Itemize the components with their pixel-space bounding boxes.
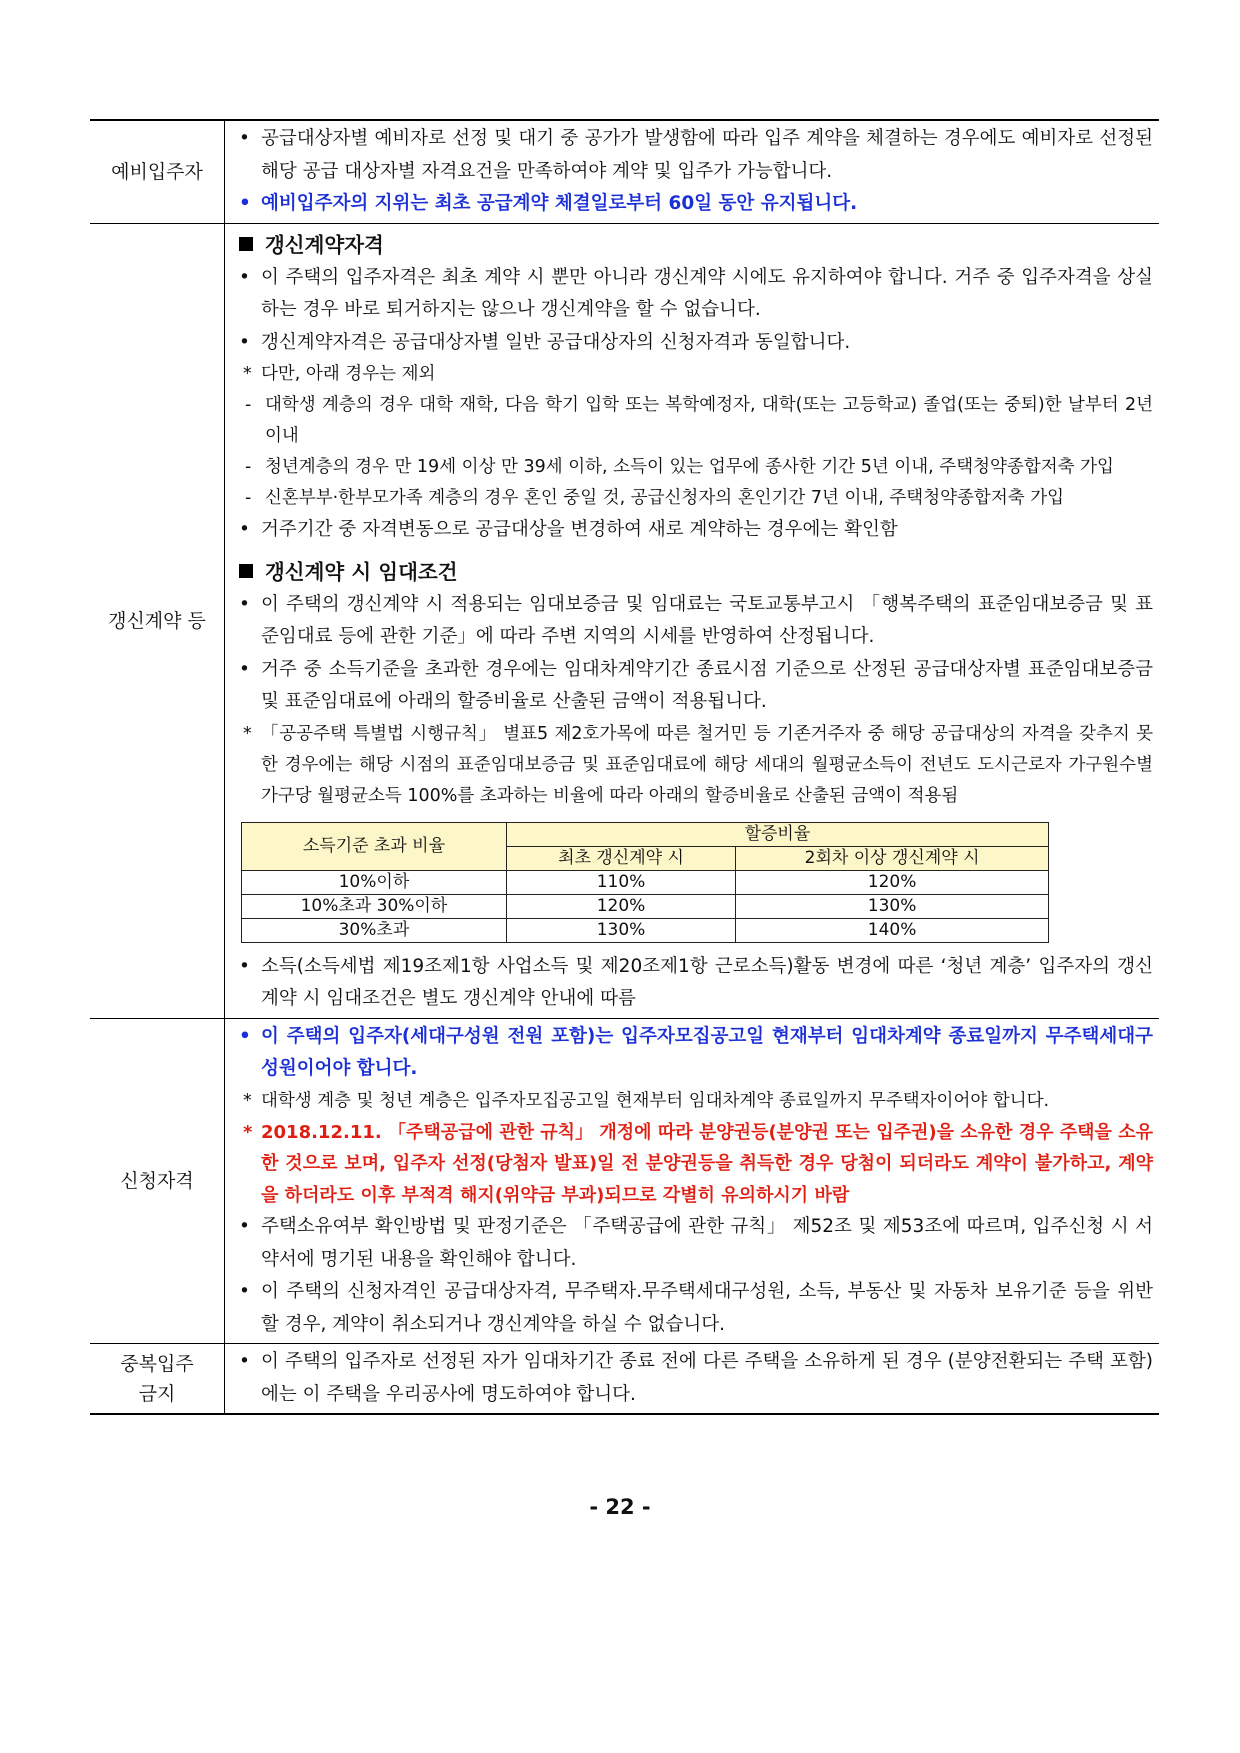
cell-second: 130%	[736, 894, 1049, 918]
bullet-item: • 주택소유여부 확인방법 및 판정기준은 「주택공급에 관한 규칙」 제52조 및 제53조에 따르며, 입주신청 시 서약서에 명기된 내용을 확인해야 합니다.	[235, 1211, 1153, 1276]
bullet-item: • 이 주택의 갱신계약 시 적용되는 임대보증금 및 임대료는 국토교통부고시 「행복주택의 표준임대보증금 및 표준임대료 등에 관한 기준」에 따라 주변 지역의 시세를 반영하여 산정됩니다.	[235, 589, 1153, 654]
cell-ratio: 30%초과	[242, 918, 507, 942]
label-line: 금지	[138, 1382, 176, 1405]
bullet-item-highlight: • 이 주택의 입주자(세대구성원 전원 포함)는 입주자모집공고일 현재부터 임대차계약 종료일까지 무주택세대구성원이어야 합니다.	[235, 1021, 1153, 1086]
cell-ratio: 10%초과 30%이하	[242, 894, 507, 918]
cell-first: 130%	[506, 918, 735, 942]
warning-note: * 2018.12.11. 「주택공급에 관한 규칙」 개정에 따라 분양권등(분양권 또는 입주권)을 소유한 경우 주택을 소유한 것으로 보며, 입주자 선정(당첨자 발표)일 전 분양권등을 취득한 경우 당첨이 되더라도 계약이 불가하고, 계약을 하더라도 이후 부적격 해지(위약금 부과)되므로 각별히 유의하시기 바람	[235, 1117, 1153, 1212]
bullet-item: • 거주 중 소득기준을 초과한 경우에는 임대차계약기간 종료시점 기준으로 산정된 공급대상자별 표준임대보증금 및 표준임대료에 아래의 할증비율로 산출된 금액이 적용됩니다.	[235, 654, 1153, 719]
content-renewal	[225, 223, 1160, 1018]
surcharge-rate-table	[241, 822, 1049, 943]
cell-second: 140%	[736, 918, 1049, 942]
section-heading	[235, 228, 1153, 262]
square-bullet-icon	[239, 564, 253, 578]
label-line: 중복입주	[120, 1352, 194, 1375]
label-eligibility: 신청자격	[90, 1018, 225, 1344]
bullet-item: • 거주기간 중 자격변동으로 공급대상을 변경하여 새로 계약하는 경우에는 확인함	[235, 514, 1153, 547]
rate-header-row	[242, 822, 1049, 846]
bullet-item-highlight: • 예비입주자의 지위는 최초 공급계약 체결일로부터 60일 동안 유지됩니다.	[235, 188, 1153, 221]
cell-second: 120%	[736, 870, 1049, 894]
table-row	[242, 918, 1049, 942]
cell-first: 110%	[506, 870, 735, 894]
label-waitlist: 예비입주자	[90, 120, 225, 223]
header-second-renewal: 2회차 이상 갱신계약 시	[736, 846, 1049, 870]
dash-item: - 대학생 계층의 경우 대학 재학, 다음 학기 입학 또는 복학예정자, 대학(또는 고등학교) 졸업(또는 중퇴)한 날부터 2년 이내	[235, 390, 1153, 452]
content-duplicate-residence	[225, 1344, 1160, 1415]
dash-item: - 청년계층의 경우 만 19세 이상 만 39세 이하, 소득이 있는 업무에 종사한 기간 5년 이내, 주택청약종합저축 가입	[235, 452, 1153, 483]
table-row	[242, 894, 1049, 918]
section-title: 갱신계약자격	[265, 232, 384, 257]
content-waitlist	[225, 120, 1160, 223]
bullet-item: • 소득(소득세법 제19조제1항 사업소득 및 제20조제1항 근로소득)활동 변경에 따른 ‘청년 계층’ 입주자의 갱신계약 시 임대조건은 별도 갱신계약 안내에 따름	[235, 951, 1153, 1016]
row-waitlist	[90, 120, 1159, 223]
square-bullet-icon	[239, 237, 253, 251]
header-surcharge: 할증비율	[506, 822, 1048, 846]
table-row	[242, 870, 1049, 894]
section-heading	[235, 555, 1153, 589]
note-item: * 「공공주택 특별법 시행규칙」 별표5 제2호가목에 따른 철거민 등 기존거주자 중 해당 공급대상의 자격을 갖추지 못한 경우에는 해당 시점의 표준임대보증금 및 표준임대료에 해당 세대의 월평균소득이 전년도 도시근로자 가구원수별 가구당 월평균소득 100%를 초과하는 비율에 따라 아래의 할증비율로 산출된 금액이 적용됨	[235, 719, 1153, 812]
row-eligibility	[90, 1018, 1159, 1344]
row-duplicate-residence	[90, 1344, 1159, 1415]
row-renewal	[90, 223, 1159, 1018]
page-number: - 22 -	[589, 1495, 651, 1519]
note-item: * 대학생 계층 및 청년 계층은 입주자모집공고일 현재부터 임대차계약 종료일까지 무주택자이어야 합니다.	[235, 1086, 1153, 1117]
label-duplicate-residence	[90, 1344, 225, 1415]
bullet-item: • 이 주택의 입주자로 선정된 자가 임대차기간 종료 전에 다른 주택을 소유하게 된 경우 (분양전환되는 주택 포함)에는 이 주택을 우리공사에 명도하여야 합니다.	[235, 1346, 1153, 1411]
document-page	[90, 119, 1159, 1415]
header-first-renewal: 최초 갱신계약 시	[506, 846, 735, 870]
dash-item: - 신혼부부·한부모가족 계층의 경우 혼인 중일 것, 공급신청자의 혼인기간 7년 이내, 주택청약종합저축 가입	[235, 483, 1153, 514]
section-title: 갱신계약 시 임대조건	[265, 559, 458, 584]
bullet-item: • 갱신계약자격은 공급대상자별 일반 공급대상자의 신청자격과 동일합니다.	[235, 327, 1153, 360]
bullet-item: • 이 주택의 입주자격은 최초 계약 시 뿐만 아니라 갱신계약 시에도 유지하여야 합니다. 거주 중 입주자격을 상실하는 경우 바로 퇴거하지는 않으나 갱신계약을 할 수 없습니다.	[235, 262, 1153, 327]
bullet-item: • 공급대상자별 예비자로 선정 및 대기 중 공가가 발생함에 따라 입주 계약을 체결하는 경우에도 예비자로 선정된 해당 공급 대상자별 자격요건을 만족하여야 계약 및 입주가 가능합니다.	[235, 123, 1153, 188]
content-eligibility	[225, 1018, 1160, 1344]
housing-terms-table	[90, 119, 1159, 1415]
note-item: * 다만, 아래 경우는 제외	[235, 359, 1153, 390]
cell-first: 120%	[506, 894, 735, 918]
cell-ratio: 10%이하	[242, 870, 507, 894]
header-income-ratio: 소득기준 초과 비율	[242, 822, 507, 870]
label-renewal: 갱신계약 등	[90, 223, 225, 1018]
bullet-item: • 이 주택의 신청자격인 공급대상자격, 무주택자.무주택세대구성원, 소득, 부동산 및 자동차 보유기준 등을 위반할 경우, 계약이 취소되거나 갱신계약을 하실 수 없습니다.	[235, 1276, 1153, 1341]
